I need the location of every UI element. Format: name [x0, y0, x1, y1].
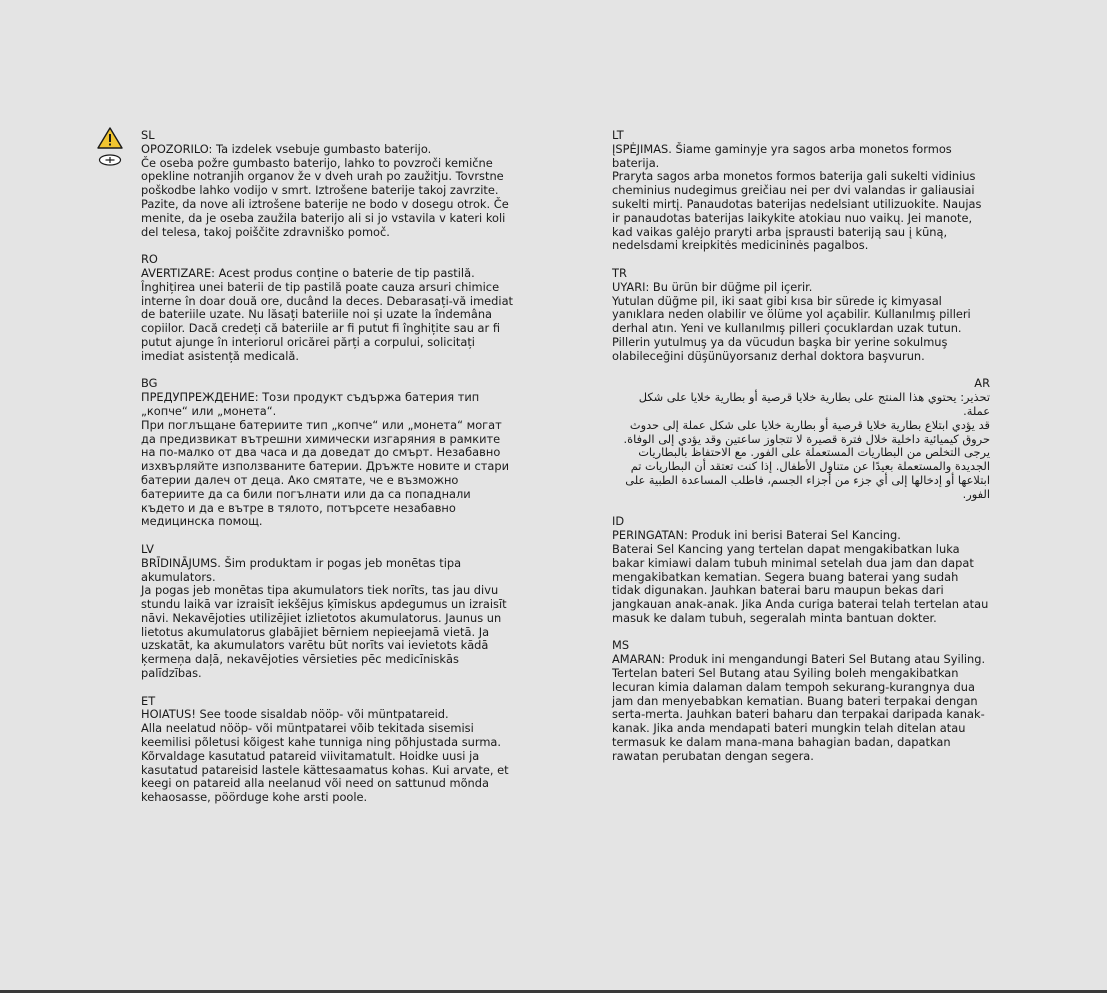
- warning-heading: UYARI: Bu ürün bir düğme pil içerir.: [612, 279, 813, 294]
- warning-body: Baterai Sel Kancing yang tertelan dapat mengakibatkan luka bakar kimiawi dalam tubuh minimal setelah dua jam dan dapat mengakibatkan kematian. Segera buang baterai yang sudah tidak digunakan. Jauhkan baterai baru maupun bekas dari jangkauan anak-anak. Jika Anda curiga baterai telah tertelan atau masuk ke dalam tubuh, segeralah minta bantuan dokter.: [612, 541, 989, 625]
- section-bg: [141, 377, 517, 529]
- language-code: MS: [612, 638, 630, 653]
- language-code: BG: [141, 376, 158, 391]
- warning-heading: ПРЕДУПРЕЖДЕНИЕ: Този продукт съдържа батерия тип „копче“ или „монета“.: [141, 390, 480, 418]
- warning-heading: ĮSPĖJIMAS. Šiame gaminyje yra sagos arba monetos formos baterija.: [612, 141, 952, 170]
- warning-heading: AMARAN: Produk ini mengandungi Bateri Sel Butang atau Syiling.: [612, 652, 986, 667]
- warning-body: Înghițirea unei baterii de tip pastilă poate cauza arsuri chimice interne în doar două ore, ducând la deces. Debarasați-vă imediat de bateriile uzate. Nu lăsați bateriile noi și uzate la îndemâna copiilor. Dacă credeți că bateriile ar fi putut fi înghițite sau ar fi putut ajunge în interiorul oricărei părți a corpului, solicitați imediat asistență medicală.: [141, 279, 514, 363]
- section-id: [612, 515, 990, 625]
- language-code: SL: [141, 128, 155, 142]
- language-code: LT: [612, 128, 624, 142]
- warning-heading: BRĪDINĀJUMS. Šim produktam ir pogas jeb monētas tipa akumulators.: [141, 555, 462, 584]
- section-ar: [612, 377, 990, 501]
- section-tr: [612, 267, 990, 364]
- warning-body: При поглъщане батериите тип „копче“ или „монета“ могат да предизвикат вътрешни химически изгаряния в рамките на по-малко от два часа и да доведат до смърт. Незабавно изхвърляйте използваните батерии. Дръжте новите и стари батерии далеч от деца. Ако смятате, че е възможно батериите да са били погълнати или да са попаднали където и да е вътре в тялото, потърсете незабавно медицинска помощ.: [141, 417, 509, 529]
- warning-heading: AVERTIZARE: Acest produs conține o baterie de tip pastilă.: [141, 265, 475, 280]
- language-code: LV: [141, 541, 154, 556]
- warning-heading: HOIATUS! See toode sisaldab nööp- või müntpatareid.: [141, 707, 449, 722]
- warning-body: Praryta sagos arba monetos formos baterija gali sukelti vidinius cheminius nudegimus greičiau nei per dvi valandas ir galiausiai sukelti mirtį. Panaudotas baterijas nedelsiant utilizuokite. Naujas ir panaudotas baterijas laikykite atokiau nuo vaikų. Jei manote, kad vaikas galėjo praryti arba įsprausti bateriją sau į kūną, nedelsdami kreipkitės medicininės pagalbos.: [612, 169, 982, 253]
- warning-icons-group: [97, 127, 125, 171]
- language-code: RO: [141, 252, 158, 267]
- section-ms: [612, 639, 990, 763]
- warning-body: Yutulan düğme pil, iki saat gibi kısa bir sürede iç kimyasal yanıklara neden olabilir ve ölüme yol açabilir. Kullanılmış pilleri derhal atın. Yeni ve kullanılmış pilleri çocuklardan uzak tutun. Pillerin yutulmuş ya da vücudun başka bir yerine sokulmuş olabileceğini düşünüyorsanız derhal doktora başvurun.: [612, 293, 971, 363]
- section-lv: [141, 543, 517, 681]
- warning-heading: PERINGATAN: Produk ini berisi Baterai Sel Kancing.: [612, 528, 901, 543]
- left-column: [141, 129, 517, 819]
- warning-body: Alla neelatud nööp- või müntpatarei võib tekitada sisemisi keemilisi põletusi kõigest kahe tunniga ning põhjustada surma. Kõrvaldage kasutatud patareid viivitamatult. Hoidke uusi ja kasutatud patareisid lastele kättesaamatus kohas. Kui arvate, et keegi on patareid alla neelanud või need on sattunud mõnda kehaosasse, pöörduge kohe arsti poole.: [141, 721, 509, 805]
- warning-body: Če oseba požre gumbasto baterijo, lahko to povzroči kemične opekline notranjih organov že v dveh urah po zaužitju. Tovrstne poškodbe lahko vodijo v smrt. Iztrošene baterije takoj zavrzite. Pazite, da nove ali iztrošene baterije ne bodo v dosegu otrok. Če menite, da je oseba zaužila baterijo ali si jo vstavila v kateri koli del telesa, takoj poiščite zdravniško pomoč.: [141, 155, 509, 239]
- language-code: ET: [141, 693, 156, 708]
- language-code: ID: [612, 514, 625, 529]
- section-sl: [141, 129, 517, 239]
- warning-body: قد يؤدي ابتلاع بطارية خلايا قرصية أو بطارية خلايا على شكل عملة إلى حدوث حروق كيميائية داخلية خلال فترة قصيرة لا تتجاوز ساعتين وقد يؤدي إلى الوفاة. يرجى التخلص من البطاريات المستعملة على الفور. مع الاحتفاظ بالبطاريات الجديدة والمستعملة بعيدًا عن متناول الأطفال. إذا كنت تعتقد أن البطاريات تم ابتلاعها أو إدخالها إلى أي جزء من أجزاء الجسم، فاطلب المساعدة الطبية على الفور.: [623, 417, 990, 501]
- warning-body: Tertelan bateri Sel Butang atau Syiling boleh mengakibatkan lecuran kimia dalaman dalam tempoh sekurang-kurangnya dua jam dan menyebabkan kematian. Buang bateri terpakai dengan serta-merta. Jauhkan bateri baharu dan terpakai daripada kanak-kanak. Jika anda mendapati bateri mungkin telah ditelan atau termasuk ke dalam mana-mana bahagian badan, dapatkan rawatan perubatan dengan segera.: [612, 666, 985, 763]
- section-et: [141, 695, 517, 805]
- section-ro: [141, 253, 517, 363]
- language-code: AR: [974, 376, 990, 391]
- warning-body: Ja pogas jeb monētas tipa akumulators tiek norīts, tas jau divu stundu laikā var izraisīt iekšējus ķīmiskus apdegumus un izraisīt nāvi. Nekavējoties utilizējiet izlietotos akumulatorus. Jaunus un lietotus akumulatorus glabājiet bērniem nepieejamā vietā. Ja uzskatāt, ka akumulators varētu būt norīts vai ievietots kādā ķermeņa daļā, nekavējoties vērsieties pēc medicīniskās palīdzības.: [141, 583, 507, 681]
- coin-battery-icon: [100, 155, 121, 165]
- warning-heading: تحذير: يحتوي هذا المنتج على بطارية خلايا قرصية أو بطارية خلايا على شكل عملة.: [638, 390, 990, 418]
- section-lt: [612, 129, 990, 253]
- warning-triangle-icon: [97, 127, 125, 171]
- right-column: [612, 129, 990, 777]
- language-code: TR: [612, 265, 627, 280]
- warning-heading: OPOZORILO: Ta izdelek vsebuje gumbasto baterijo.: [141, 141, 432, 156]
